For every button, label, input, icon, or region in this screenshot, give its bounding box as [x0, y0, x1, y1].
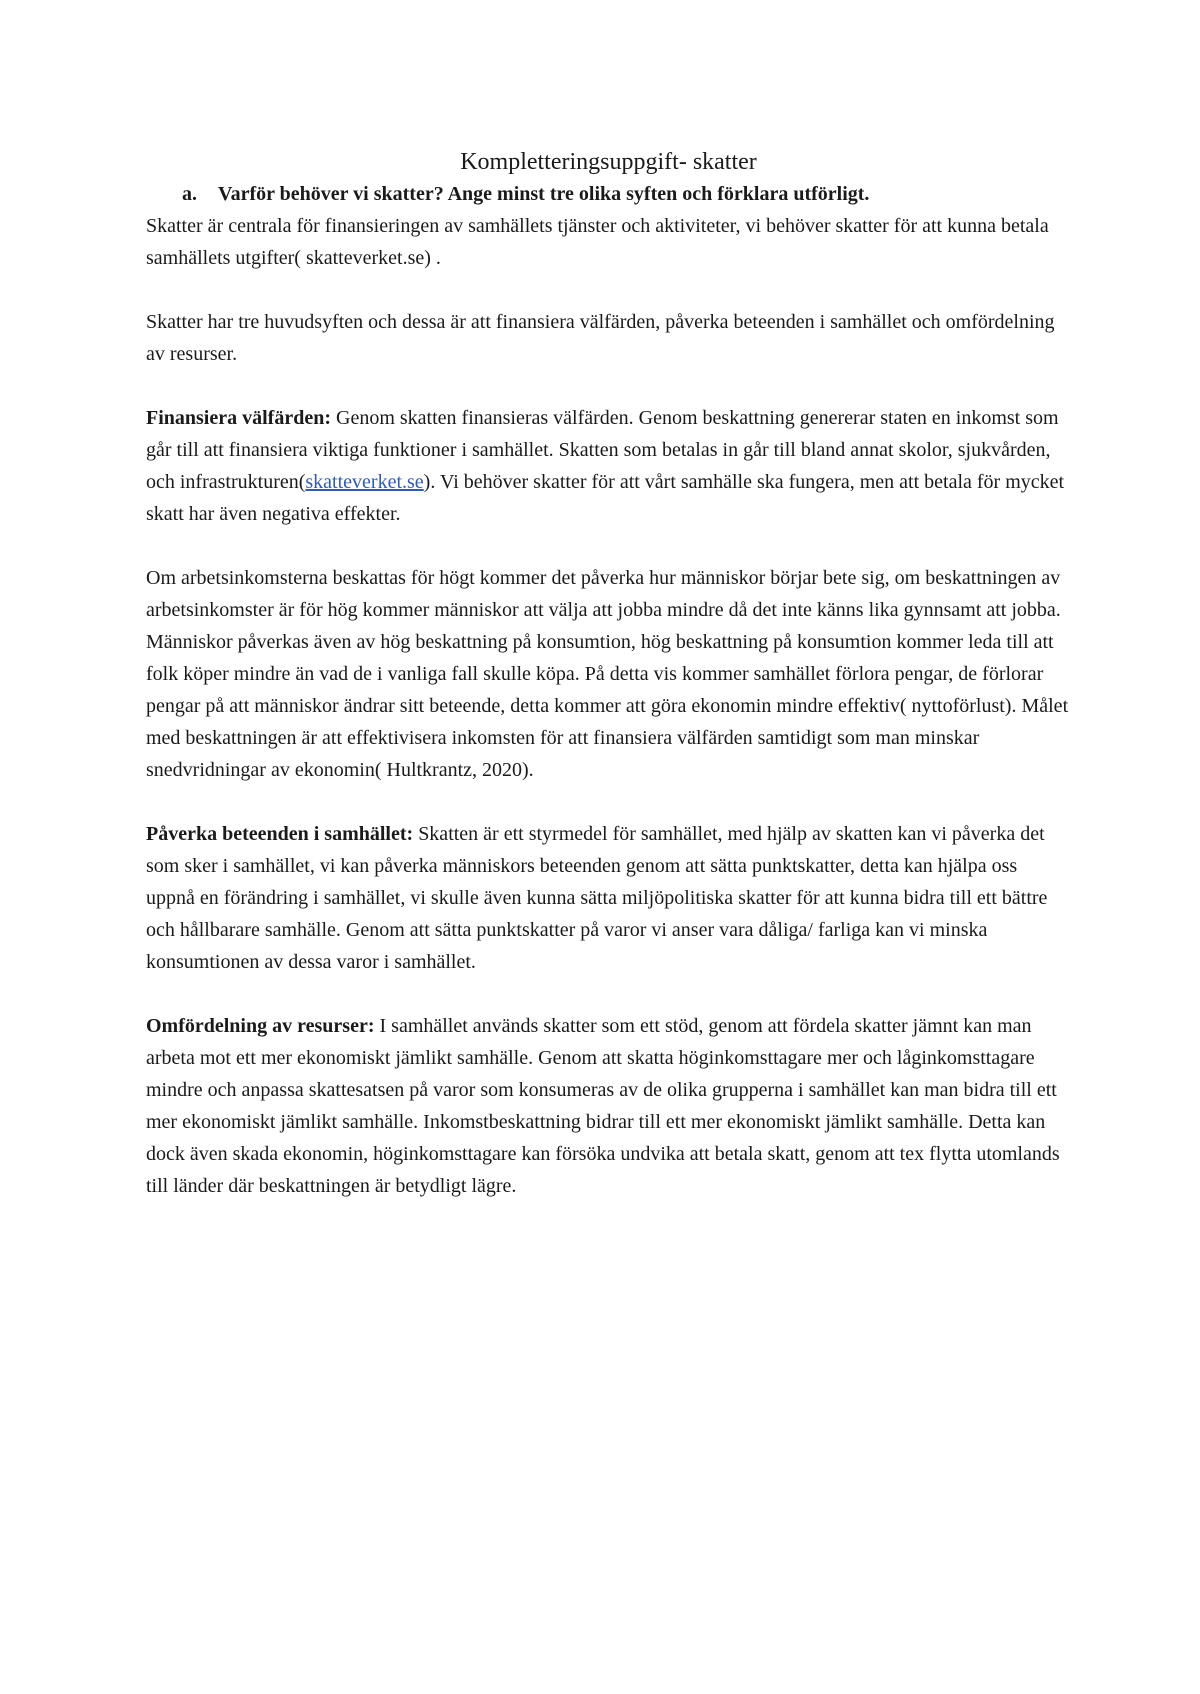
omfordelning-heading: Omfördelning av resurser: [146, 1015, 375, 1037]
document-title: Kompletteringsuppgift- skatter [460, 149, 757, 175]
purposes-paragraph: Skatter har tre huvudsyften och dessa är att finansiera välfärden, påverka beteenden i samhället och omfördelning av resurser. [146, 311, 1055, 365]
paverka-paragraph [146, 818, 1071, 978]
finansiera-heading: Finansiera välfärden: [146, 407, 331, 429]
question-letter: a. [182, 183, 197, 205]
paverka-heading: Påverka beteenden i samhället: [146, 823, 414, 845]
finansiera-text-before-link: Genom skatten finansieras välfärden. Genom beskattning genererar staten en inkomst som går till att finansiera viktiga funktioner i samhället. Skatten som betalas in går till bland annat skolor, sjukvården, och infrastrukturen( [146, 407, 1059, 493]
omfordelning-paragraph [146, 1010, 1071, 1202]
paverka-text: Skatten är ett styrmedel för samhället, med hjälp av skatten kan vi påverka det som sker i samhället, vi kan påverka människors beteenden genom att sätta punktskatter, detta kan hjälpa oss uppnå en förändring i samhället, vi skulle även kunna sätta miljöpolitiska skatter för att kunna bidra till ett bättre och hållbarare samhälle. Genom att sätta punktskatter på varor vi anser vara dåliga/ farliga kan vi minska konsumtionen av dessa varor i samhället. [146, 823, 1048, 973]
omfordelning-text: I samhället används skatter som ett stöd, genom att fördela skatter jämnt kan man arbeta mot ett mer ekonomiskt jämlikt samhälle. Genom att skatta höginkomsttagare mer och låginkomsttagare mindre och anpassa skattesatsen på varor som konsumeras av de olika grupperna i samhället kan man bidra till ett mer ekonomiskt jämlikt samhälle. Inkomstbeskattning bidrar till ett mer ekonomiskt jämlikt samhälle. Detta kan dock även skada ekonomin, höginkomsttagare kan försöka undvika att betala skatt, genom att tex flytta utomlands till länder där beskattningen är betydligt lägre. [146, 1015, 1060, 1197]
skatteverket-link[interactable]: skatteverket.se [305, 471, 424, 493]
intro-paragraph: Skatter är centrala för finansieringen av samhällets tjänster och aktiviteter, vi behöver skatter för att kunna betala samhällets utgifter( skatteverket.se) . [146, 215, 1049, 269]
question-a [146, 178, 1071, 210]
arbetsinkomster-paragraph: Om arbetsinkomsterna beskattas för högt kommer det påverka hur människor börjar bete sig, om beskattningen av arbetsinkomster är för hög kommer människor att välja att jobba mindre då det inte känns lika gynnsamt att jobba. Människor påverkas även av hög beskattning på konsumtion, hög beskattning på konsumtion kommer leda till att folk köper mindre än vad de i vanliga fall skulle köpa. På detta vis kommer samhället förlora pengar, de förlorar pengar på att människor ändrar sitt beteende, detta kommer att göra ekonomin mindre effektiv( nyttoförlust). Målet med beskattningen är att effektivisera inkomsten för att finansiera välfärden samtidigt som man minskar snedvridningar av ekonomin( Hultkrantz, 2020). [146, 567, 1069, 781]
question-text: Varför behöver vi skatter? Ange minst tre olika syften och förklara utförligt. [218, 183, 870, 205]
finansiera-paragraph [146, 402, 1071, 530]
document-page [146, 146, 1071, 1202]
finansiera-text-after-link: ). Vi behöver skatter för att vårt samhälle ska fungera, men att betala för mycket skatt har även negativa effekter. [146, 471, 1065, 525]
